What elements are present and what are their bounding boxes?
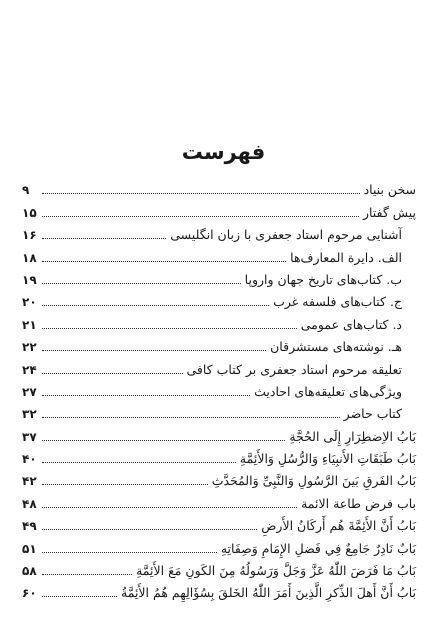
dot-leader — [42, 507, 297, 508]
toc-entry — [22, 422, 416, 444]
toc-entry-page-number: ۴۸ — [22, 496, 37, 511]
toc-entry — [22, 579, 416, 601]
toc-entry-title: بَابُ الاِضطِرَارِ إِلَی الحُجَّةِ — [289, 428, 416, 444]
toc-entry-page-number: ۳۷ — [22, 429, 37, 444]
toc-entry — [22, 467, 416, 489]
toc-entry — [22, 266, 416, 288]
toc-entry-title: باب فرض طاعة الائمة — [301, 495, 416, 511]
dot-leader — [42, 328, 297, 329]
toc-entry-page-number: ۲۱ — [22, 317, 37, 332]
toc-entry-page-number: ۹ — [22, 183, 30, 198]
toc-entry-title: آشنایی مرحوم استاد جعفری با زبان انگلیسی — [170, 227, 402, 243]
toc-entry-title: بَابُ أَنَّ الأَئِمَّةَ هُم أَرکَانُ الأَرضِ — [261, 518, 416, 534]
toc-entry-page-number: ۶۰ — [22, 586, 37, 601]
toc-entry — [22, 221, 416, 243]
dot-leader — [42, 193, 360, 194]
page-title: فهرست — [181, 140, 266, 164]
toc-entry-title: ویژگی‌های تعلیقه‌های احادیث — [254, 383, 402, 399]
toc-entry — [22, 288, 416, 310]
toc-entry-page-number: ۱۶ — [22, 228, 37, 243]
toc-entry-title: بَابُ مَا فَرَضَ اللّٰهُ عَزَّ وَجَلَّ وَرَسُولُهُ مِنَ الکَونِ مَعَ الأَئِمَّةِ — [136, 563, 416, 579]
toc-entry — [22, 534, 416, 556]
toc-entry — [22, 310, 416, 332]
toc-entry — [22, 445, 416, 467]
toc-entry-title: الف. دایرة المعارف‌ها — [290, 249, 402, 265]
dot-leader — [42, 462, 236, 463]
dot-leader — [42, 395, 250, 396]
toc-entry — [22, 243, 416, 265]
toc-entry-page-number: ۴۲ — [22, 474, 37, 489]
toc-entry-page-number: ۵۸ — [22, 564, 37, 579]
dot-leader — [42, 529, 257, 530]
dot-leader — [42, 283, 241, 284]
toc-entry-page-number: ۱۸ — [22, 250, 37, 265]
toc-entry-title: بَابُ أَنَّ أَهلَ الذِّکرِ الَّذِینَ أَمَرَ اللّٰهُ الخَلقَ بِسُؤَالِهِم هُمُ الأَئِمَّةُ — [121, 585, 416, 601]
dot-leader — [42, 261, 286, 262]
dot-leader — [42, 373, 183, 374]
dot-leader — [42, 552, 217, 553]
toc-entry-page-number: ۴۹ — [22, 519, 37, 534]
toc-entry-page-number: ۲۷ — [22, 384, 37, 399]
dot-leader — [42, 350, 266, 351]
dot-leader — [42, 596, 117, 597]
toc-entry-page-number: ۲۲ — [22, 340, 37, 355]
toc-entry-title: هـ. نوشته‌های مستشرقان — [270, 339, 402, 355]
toc-entry-title: ب. کتاب‌های تاریخ جهان واروپا — [244, 271, 402, 287]
toc-entry-title: تعلیقه مرحوم استاد جعفری بر کتاب کافی — [186, 361, 402, 377]
toc-entry-page-number: ۵۱ — [22, 541, 37, 556]
toc-entry-page-number: ۳۲ — [22, 407, 37, 422]
dot-leader — [42, 417, 340, 418]
toc-entry-page-number: ۴۰ — [22, 452, 37, 467]
dot-leader — [42, 484, 208, 485]
toc-entry-title: د. کتاب‌های عمومی — [300, 316, 402, 332]
dot-leader — [42, 216, 359, 217]
toc-entry-page-number: ۲۰ — [22, 295, 37, 310]
toc-entry — [22, 557, 416, 579]
toc-entry-title: کتاب حاضر — [343, 406, 402, 422]
toc-entry-title: پیش گفتار — [362, 204, 416, 220]
toc-entry — [22, 489, 416, 511]
toc-entry-title: بَابُ الفَرقِ بَینَ الرَّسُولِ وَالنَّبِیِّ وَالمُحَدَّثِ — [211, 473, 416, 489]
toc-entry-page-number: ۲۴ — [22, 362, 37, 377]
toc-entry — [22, 333, 416, 355]
toc-entry-title: بَابٌ نَادِرٌ جَامِعٌ فِي فَضلِ الإِمَامِ وَصِفَاتِهِ — [220, 540, 416, 556]
toc-entry-page-number: ۱۵ — [22, 205, 37, 220]
table-of-contents — [22, 176, 416, 601]
toc-entry — [22, 378, 416, 400]
dot-leader — [42, 574, 132, 575]
toc-entry-title: ج. کتاب‌های فلسفه غرب — [273, 294, 402, 310]
dot-leader — [42, 440, 285, 441]
toc-entry — [22, 400, 416, 422]
toc-entry-title: بَابُ طَبَقَاتِ الأَنبِیَاءِ وَالرُّسُلِ وَالأَئِمَّةِ — [239, 451, 416, 467]
dot-leader — [42, 238, 166, 239]
toc-entry — [22, 512, 416, 534]
toc-entry — [22, 176, 416, 198]
toc-entry-page-number: ۱۹ — [22, 272, 37, 287]
toc-entry-title: سخن بنیاد — [363, 182, 416, 198]
toc-entry — [22, 198, 416, 220]
toc-entry — [22, 355, 416, 377]
dot-leader — [42, 305, 269, 306]
